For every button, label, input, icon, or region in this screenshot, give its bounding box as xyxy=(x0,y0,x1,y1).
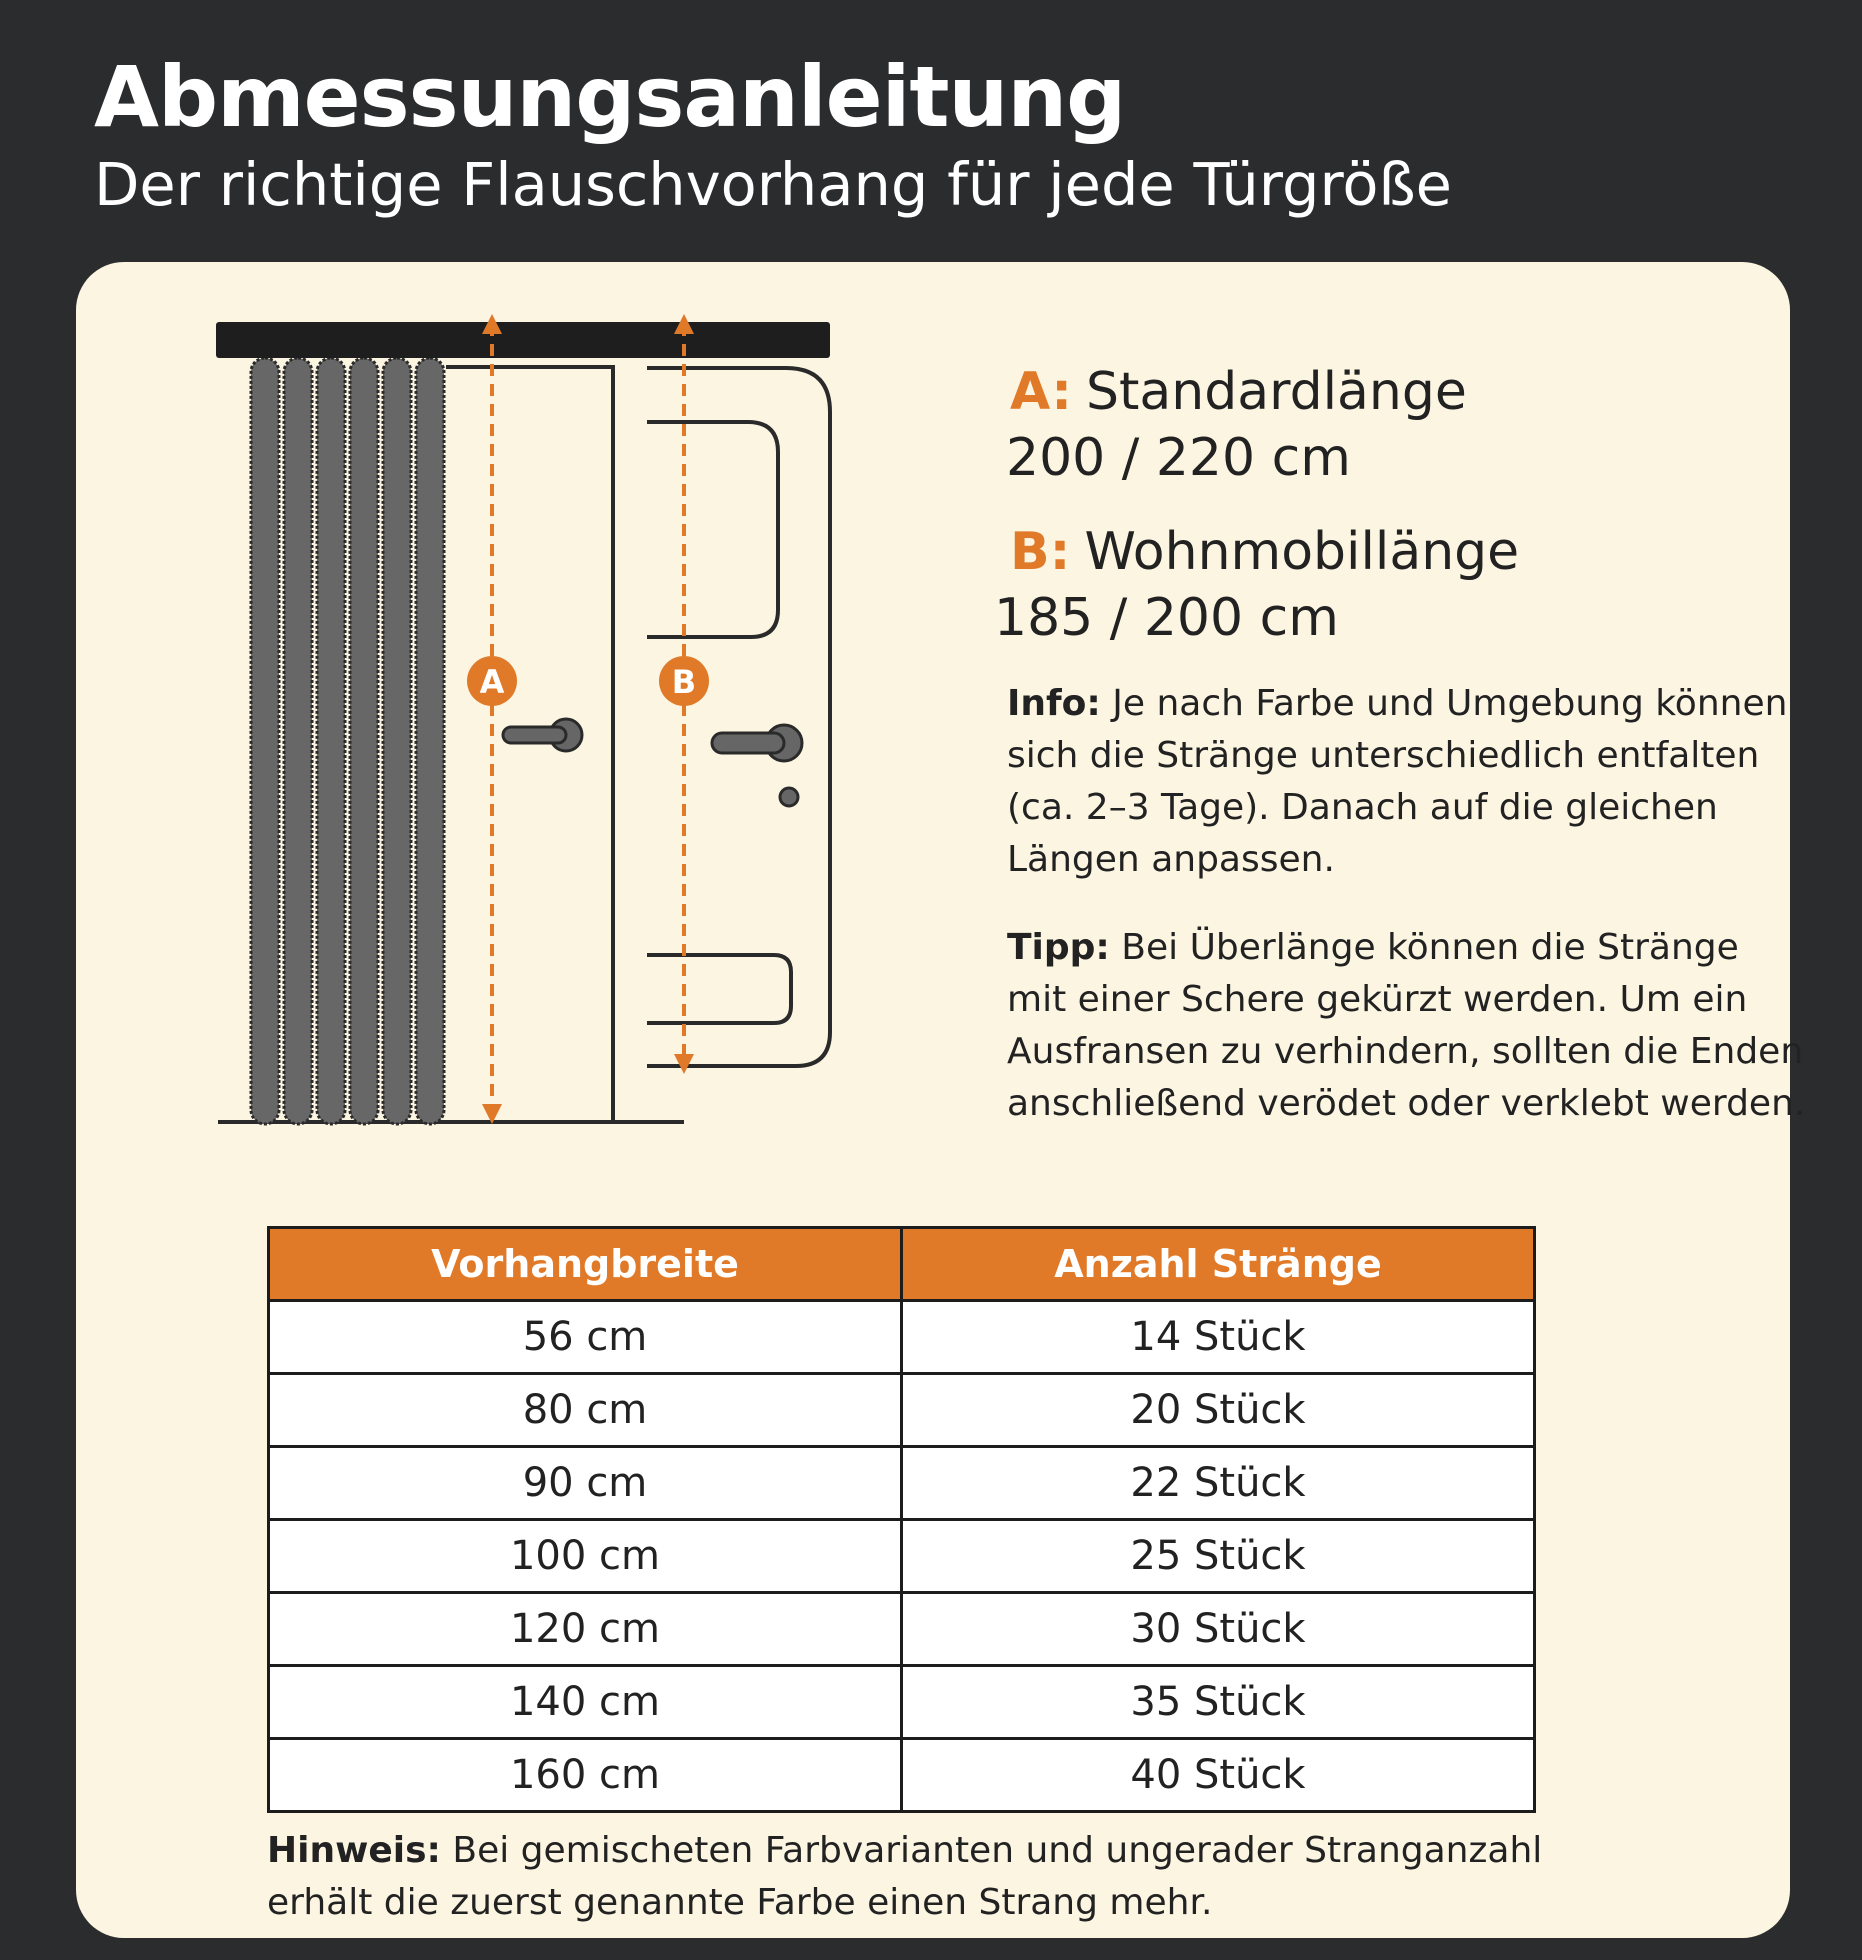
door-handle-standard xyxy=(503,719,582,751)
page-title: Abmessungsanleitung xyxy=(94,48,1126,146)
table-row xyxy=(269,1739,1535,1812)
curtain-strands xyxy=(251,358,444,1124)
measurement-a-value: 200 / 220 cm xyxy=(1006,428,1351,488)
cell-strands: 40 Stück xyxy=(902,1739,1535,1812)
cell-width: 56 cm xyxy=(269,1301,902,1374)
table-row xyxy=(269,1374,1535,1447)
table-row xyxy=(269,1593,1535,1666)
cell-strands: 25 Stück xyxy=(902,1520,1535,1593)
size-table xyxy=(267,1226,1536,1813)
measurement-b-row xyxy=(1010,522,1519,582)
cell-width: 120 cm xyxy=(269,1593,902,1666)
door-diagram xyxy=(76,262,976,1182)
table-row xyxy=(269,1520,1535,1593)
curtain-rod xyxy=(216,322,830,358)
cell-width: 140 cm xyxy=(269,1666,902,1739)
cell-strands: 22 Stück xyxy=(902,1447,1535,1520)
table-row xyxy=(269,1447,1535,1520)
cell-width: 90 cm xyxy=(269,1447,902,1520)
table-row xyxy=(269,1666,1535,1739)
cell-strands: 30 Stück xyxy=(902,1593,1535,1666)
cell-strands: 14 Stück xyxy=(902,1301,1535,1374)
door-handle-camper xyxy=(712,725,802,806)
cell-width: 160 cm xyxy=(269,1739,902,1812)
cell-strands: 20 Stück xyxy=(902,1374,1535,1447)
table-header-row xyxy=(269,1228,1535,1301)
marker-b xyxy=(659,656,709,706)
svg-text:A: A xyxy=(479,663,505,701)
table-row xyxy=(269,1301,1535,1374)
measurement-b-value: 185 / 200 cm xyxy=(994,588,1339,648)
measurement-a-key: A: xyxy=(1010,362,1073,422)
cell-strands: 35 Stück xyxy=(902,1666,1535,1739)
measurement-a-label: Standardlänge xyxy=(1086,362,1467,422)
column-header-width: Vorhangbreite xyxy=(269,1228,902,1301)
info-paragraph xyxy=(1007,678,1807,886)
tip-label: Tipp: xyxy=(1007,927,1110,968)
column-header-strands: Anzahl Stränge xyxy=(902,1228,1535,1301)
measurement-b-key: B: xyxy=(1010,522,1071,582)
marker-a xyxy=(467,656,517,706)
cell-width: 100 cm xyxy=(269,1520,902,1593)
info-text: Je nach Farbe und Umgebung können sich die Stränge unterschiedlich entfalten (ca. 2–3 Tage). Danach auf die gleichen Längen anpassen. xyxy=(1007,683,1788,880)
note-text: Bei gemischeten Farbvarianten und ungerader Stranganzahl erhält die zuerst genannte Farbe einen Strang mehr. xyxy=(267,1830,1543,1923)
camper-door-outline xyxy=(647,368,830,1066)
svg-text:B: B xyxy=(671,663,697,701)
tip-paragraph xyxy=(1007,922,1807,1130)
tip-text: Bei Überlänge können die Stränge mit einer Schere gekürzt werden. Um ein Ausfransen zu verhindern, sollten die Enden anschließend verödet oder verklebt werden. xyxy=(1007,927,1806,1124)
page-subtitle: Der richtige Flauschvorhang für jede Türgröße xyxy=(94,150,1452,219)
info-label: Info: xyxy=(1007,683,1101,724)
cell-width: 80 cm xyxy=(269,1374,902,1447)
note-paragraph xyxy=(267,1825,1567,1929)
measurement-b-label: Wohnmobillänge xyxy=(1084,522,1520,582)
measurement-a-row xyxy=(1010,362,1467,422)
note-label: Hinweis: xyxy=(267,1830,441,1871)
